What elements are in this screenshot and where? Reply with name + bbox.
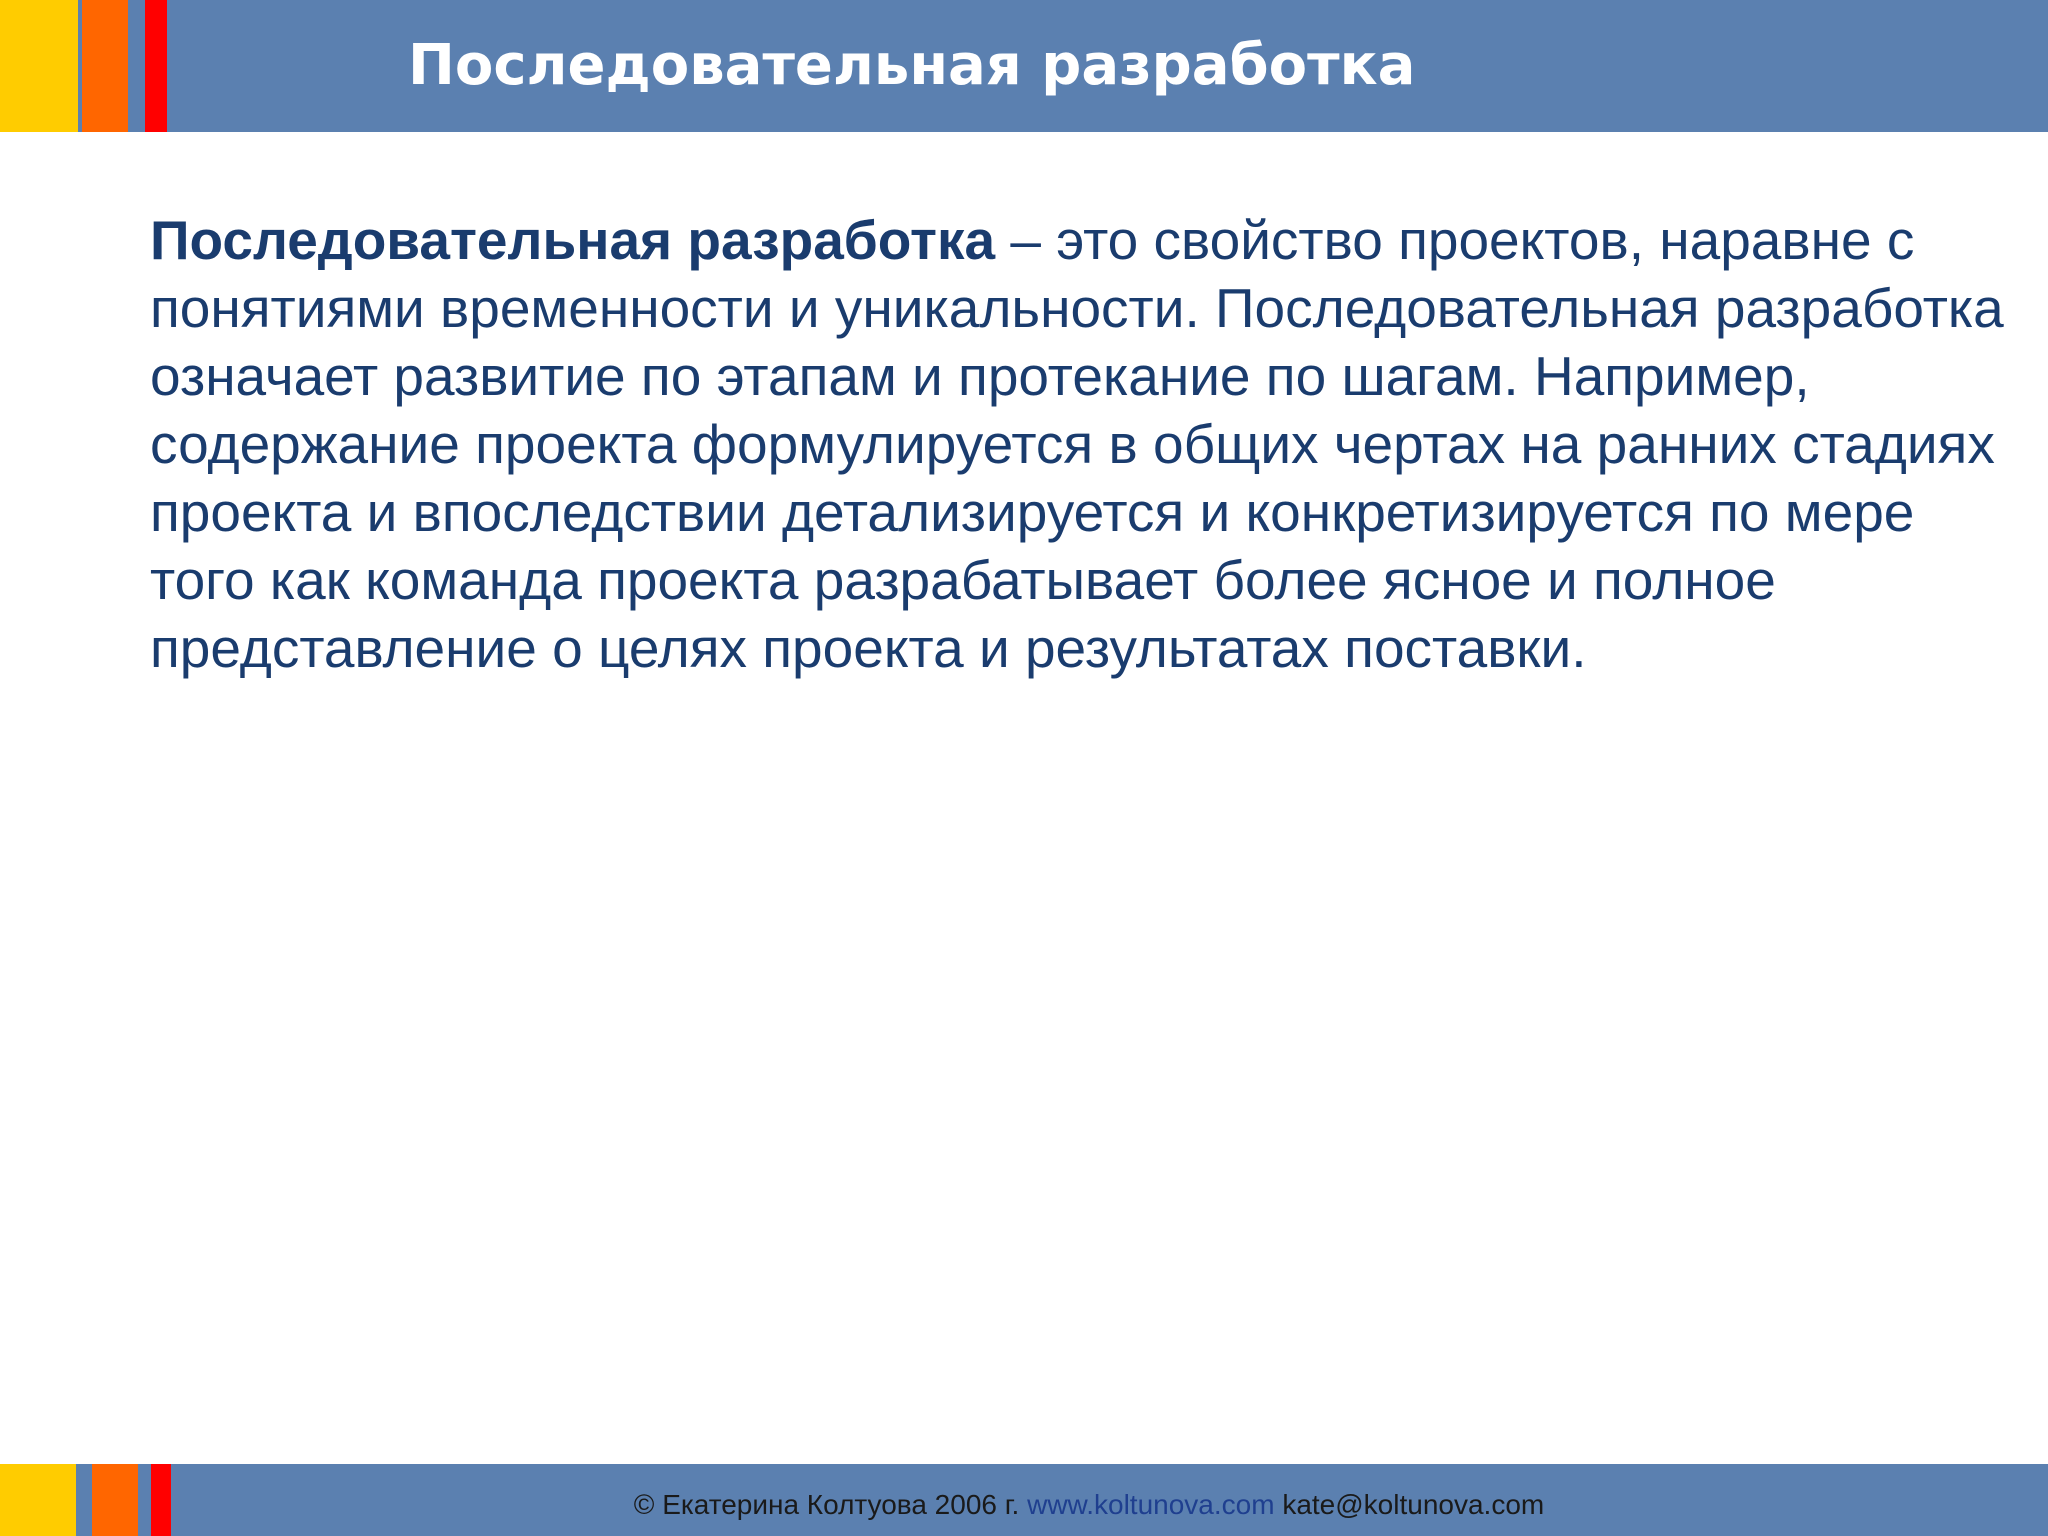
footer-band xyxy=(0,1464,2048,1536)
definition-text: – это свойство проектов, наравне с понятиями временности и уникальности. Последовательная разработка означает развитие по этапам и протекание по шагам. Например, содержание проекта формулируется в общих чертах на ранних стадиях проекта и впоследствии детализируется и конкретизируется по мере того как команда проекта разрабатывает более ясное и полное представление о целях проекта и результатах поставки. xyxy=(150,209,2004,679)
body-paragraph xyxy=(150,206,2010,682)
website-link[interactable]: www.koltunova.com xyxy=(1027,1489,1275,1520)
header-yellow-stripe xyxy=(0,0,78,132)
header-red-stripe xyxy=(145,0,167,132)
header-band xyxy=(0,0,2048,132)
email-text: kate@koltunova.com xyxy=(1274,1489,1545,1520)
header-orange-stripe xyxy=(82,0,128,132)
slide-title: Последовательная разработка xyxy=(408,33,1416,98)
defined-term: Последовательная разработка xyxy=(150,209,996,271)
copyright-text: © Екатерина Колтуова 2006 г. xyxy=(633,1489,1028,1520)
footer-credits xyxy=(0,1464,2048,1536)
